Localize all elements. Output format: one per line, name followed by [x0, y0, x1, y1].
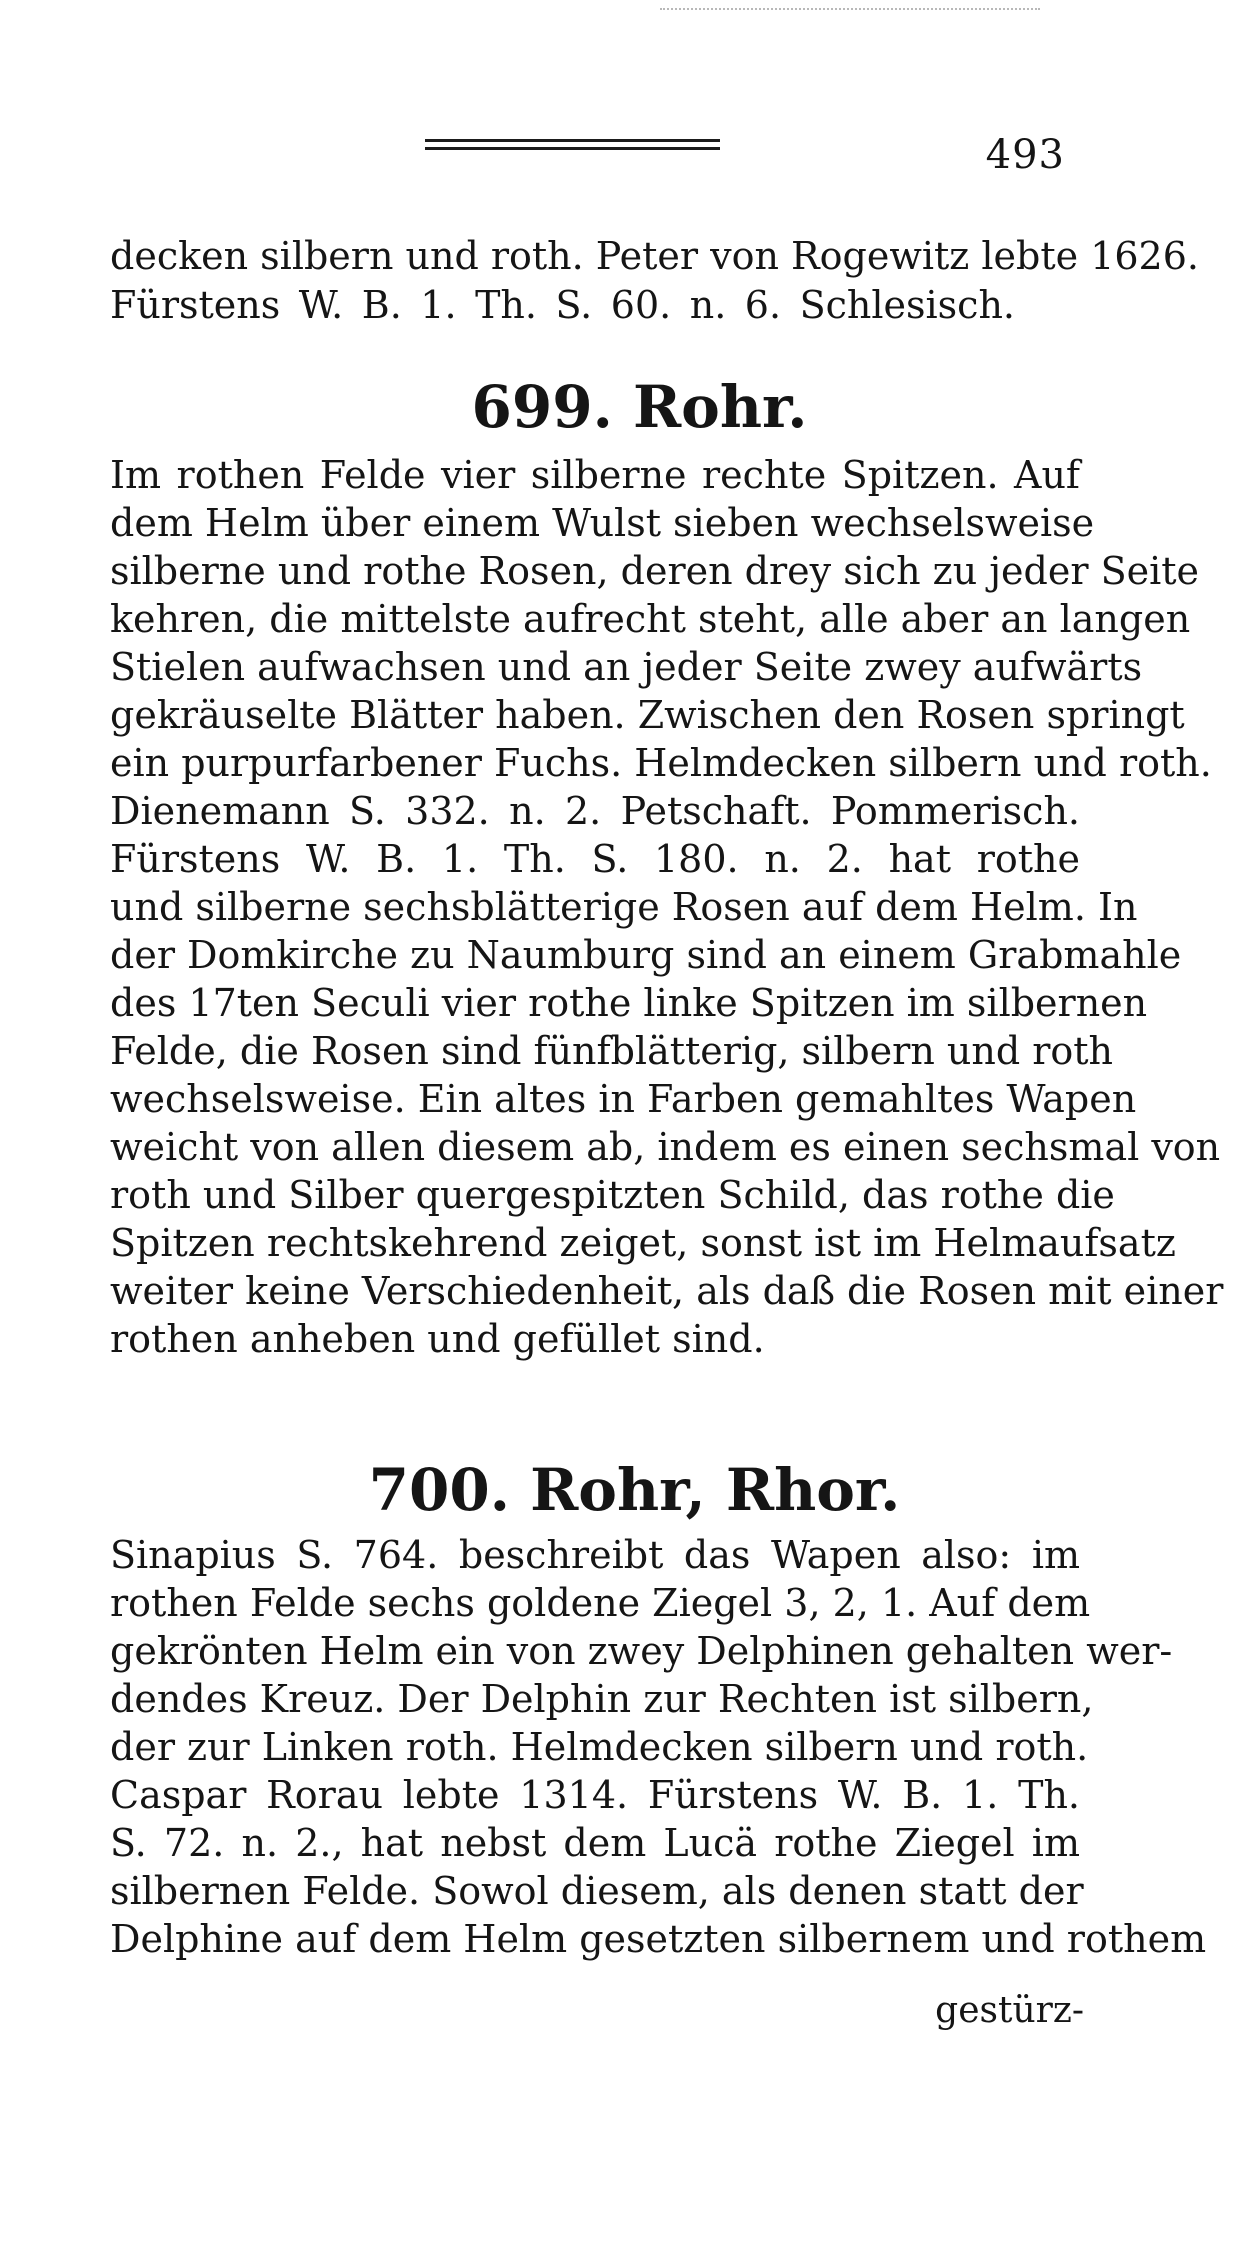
entry-line: dem Helm über einem Wulst sieben wechselsweise	[110, 501, 1095, 545]
entry-line: Caspar Rorau lebte 1314. Fürstens W. B. 1. Th.	[110, 1773, 1080, 1817]
page-number: 493	[985, 132, 1065, 178]
entry-line: Delphine auf dem Helm gesetzten silbernem und rothem	[110, 1917, 1207, 1961]
entry-line: Fürstens W. B. 1. Th. S. 180. n. 2. hat rothe	[110, 837, 1080, 881]
carryover-line: decken silbern und roth. Peter von Rogewitz lebte 1626.	[110, 234, 1199, 278]
entry-line: rothen anheben und gefüllet sind.	[110, 1317, 765, 1361]
entry-line: ein purpurfarbener Fuchs. Helmdecken silbern und roth.	[110, 741, 1212, 785]
entry-line: wechselsweise. Ein altes in Farben gemahltes Wapen	[110, 1077, 1137, 1121]
entry-line: gekräuselte Blätter haben. Zwischen den Rosen springt	[110, 693, 1185, 737]
entry-line: silbernen Felde. Sowol diesem, als denen statt der	[110, 1869, 1084, 1913]
entry-line: Felde, die Rosen sind fünfblätterig, silbern und roth	[110, 1029, 1114, 1073]
entry-line: des 17ten Seculi vier rothe linke Spitzen im silbernen	[110, 981, 1148, 1025]
entry-line: Im rothen Felde vier silberne rechte Spitzen. Auf	[110, 453, 1080, 497]
entry-line: dendes Kreuz. Der Delphin zur Rechten ist silbern,	[110, 1677, 1094, 1721]
entry-line: silberne und rothe Rosen, deren drey sich zu jeder Seite	[110, 549, 1200, 593]
entry-line: Sinapius S. 764. beschreibt das Wapen also: im	[110, 1533, 1080, 1577]
entry-line: S. 72. n. 2., hat nebst dem Lucä rothe Ziegel im	[110, 1821, 1080, 1865]
entry-line: weicht von allen diesem ab, indem es einen sechsmal von	[110, 1125, 1221, 1169]
header-rule-top	[425, 139, 720, 142]
entry-line: Spitzen rechtskehrend zeiget, sonst ist im Helmaufsatz	[110, 1221, 1176, 1265]
bleed-through-mark	[660, 0, 1040, 10]
entry-line: gekrönten Helm ein von zwey Delphinen gehalten wer-	[110, 1629, 1173, 1673]
catchword: gestürz-	[935, 1990, 1084, 2031]
entry-line: rothen Felde sechs goldene Ziegel 3, 2, 1. Auf dem	[110, 1581, 1091, 1625]
entry-line: und silberne sechsblätterige Rosen auf dem Helm. In	[110, 885, 1138, 929]
entry-heading: 700. Rohr, Rhor.	[368, 1456, 901, 1524]
entry-line: Stielen aufwachsen und an jeder Seite zwey aufwärts	[110, 645, 1143, 689]
entry-line: der zur Linken roth. Helmdecken silbern und roth.	[110, 1725, 1089, 1769]
header-rule-bottom	[425, 147, 720, 150]
entry-line: roth und Silber quergespitzten Schild, das rothe die	[110, 1173, 1115, 1217]
entry-heading: 699. Rohr.	[471, 373, 808, 441]
carryover-line: Fürstens W. B. 1. Th. S. 60. n. 6. Schlesisch.	[110, 283, 1015, 327]
entry-line: weiter keine Verschiedenheit, als daß die Rosen mit einer	[110, 1269, 1224, 1313]
entry-line: der Domkirche zu Naumburg sind an einem Grabmahle	[110, 933, 1182, 977]
entry-line: kehren, die mittelste aufrecht steht, alle aber an langen	[110, 597, 1191, 641]
entry-line: Dienemann S. 332. n. 2. Petschaft. Pommerisch.	[110, 789, 1080, 833]
